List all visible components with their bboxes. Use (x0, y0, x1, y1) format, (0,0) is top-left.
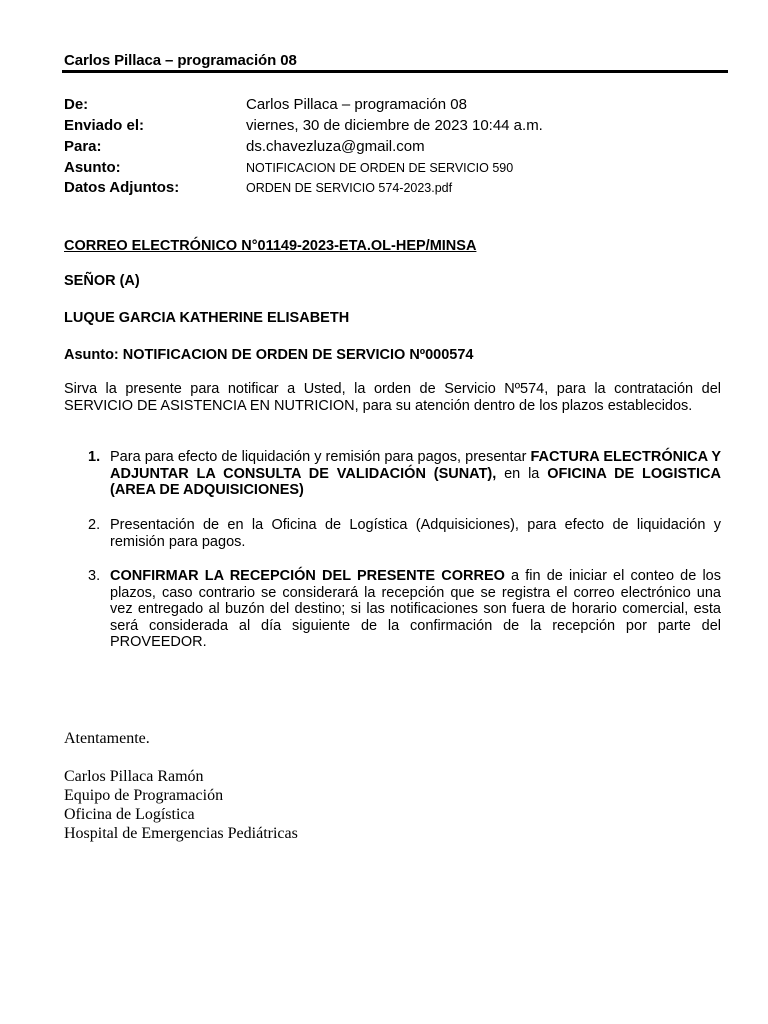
asunto-line (64, 347, 474, 363)
asunto-text: NOTIFICACION DE ORDEN DE SERVICIO Nº000574 (122, 347, 474, 363)
list-item-text (110, 517, 721, 550)
intro-paragraph: Sirva la presente para notificar a Usted, la orden de Servicio Nº574, para la contratación del SERVICIO DE ASISTENCIA EN NUTRICION, para su atención dentro de los plazos establecidos. (64, 381, 721, 414)
sent-value: viernes, 30 de diciembre de 2023 10:44 a.m. (246, 117, 543, 134)
recipient-name: LUQUE GARCIA KATHERINE ELISABETH (64, 310, 350, 326)
signature-team: Equipo de Programación (64, 787, 224, 804)
asunto-label: Asunto: (64, 347, 119, 363)
item-bold: FACTURA ELECTRÓNICA Y ADJUNTAR LA CONSULTA DE VALIDACIÓN (SUNAT), (110, 449, 721, 482)
list-item (88, 517, 721, 550)
item-bold: OFICINA DE LOGISTICA (AREA DE ADQUISICIONES) (110, 465, 721, 498)
attachments-label: Datos Adjuntos: (64, 179, 180, 196)
signature-name: Carlos Pillaca Ramón (64, 768, 204, 785)
subject-label: Asunto: (64, 159, 121, 176)
item-text: Presentación de en la Oficina de Logística (Adquisiciones), para efecto de liquidación y remisión para pagos. (110, 517, 721, 550)
document-title: Carlos Pillaca – programación 08 (64, 52, 297, 69)
signature-office: Oficina de Logística (64, 806, 195, 823)
signature-block (64, 767, 298, 843)
subject-value: NOTIFICACION DE ORDEN DE SERVICIO 590 (246, 161, 514, 175)
list-item (88, 568, 721, 651)
to-label: Para: (64, 138, 102, 155)
list-number: 2. (88, 517, 101, 533)
attachment-file[interactable]: ORDEN DE SERVICIO 574-2023.pdf (246, 181, 453, 195)
title-divider (62, 70, 728, 73)
to-value: ds.chavezluza@gmail.com (246, 138, 425, 155)
from-value: Carlos Pillaca – programación 08 (246, 96, 467, 113)
list-number: 1. (88, 449, 101, 465)
item-text: en la (496, 465, 548, 482)
list-item (88, 449, 721, 499)
item-text: Para para efecto de liquidación y remisión para pagos, presentar (110, 449, 531, 465)
closing: Atentamente. (64, 730, 150, 747)
salutation: SEÑOR (A) (64, 273, 140, 289)
item-text: a fin de iniciar el conteo de los plazos, caso contrario se considerará la recepción que se registra el correo electrónico una vez entregado al buzón del destino; si las notificaciones son fuera de horario comercial, esta será considerada al día siguiente de la confirmación de la recepción por parte del PROVEEDOR. (110, 568, 721, 650)
email-reference: CORREO ELECTRÓNICO N°01149-2023-ETA.OL-HEP/MINSA (64, 238, 477, 254)
item-bold: CONFIRMAR LA RECEPCIÓN DEL PRESENTE CORREO (110, 568, 505, 584)
list-item-text (110, 449, 721, 499)
signature-hospital: Hospital de Emergencias Pediátricas (64, 825, 298, 842)
from-label: De: (64, 96, 89, 113)
list-number: 3. (88, 568, 101, 584)
sent-label: Enviado el: (64, 117, 145, 134)
list-item-text (110, 568, 721, 651)
